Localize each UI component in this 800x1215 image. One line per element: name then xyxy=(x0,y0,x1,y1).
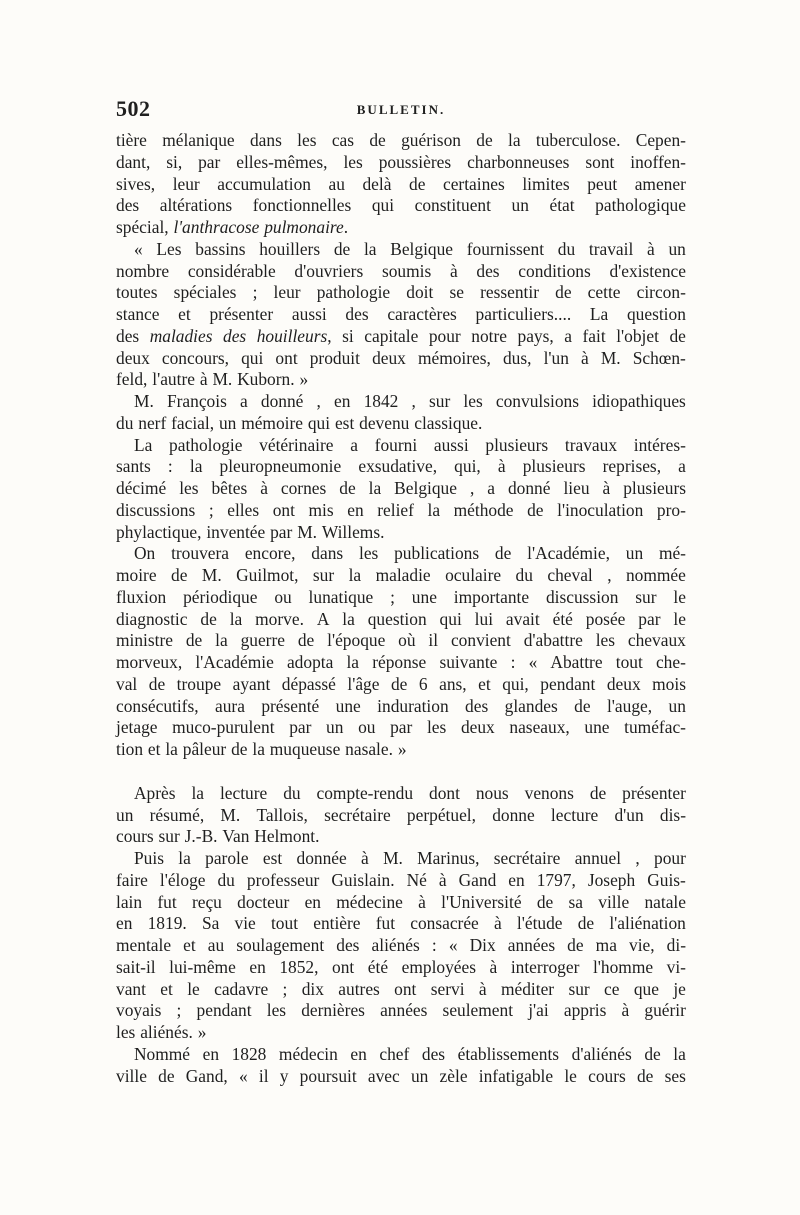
text-line: sait-il lui-même en 1852, ont été employées à interroger l'homme vi- xyxy=(116,956,686,977)
text-line: des maladies des houilleurs, si capitale pour notre pays, a fait l'objet de xyxy=(116,325,686,346)
text-line: du nerf facial, un mémoire qui est devenu classique. xyxy=(116,412,483,433)
text-line: stance et présenter aussi des caractères particuliers.... La question xyxy=(116,304,686,324)
text-line: voyais ; pendant les dernières années seulement j'ai appris à guérir xyxy=(116,1000,686,1021)
text-line: tière mélanique dans les cas de guérison de la tuberculose. Cepen- xyxy=(116,130,686,150)
text-line: mentale et au soulagement des aliénés : « Dix années de ma vie, di- xyxy=(116,935,686,955)
text-line: feld, l'autre à M. Kuborn. » xyxy=(116,369,309,390)
text-body xyxy=(116,130,686,1087)
text-line: fluxion périodique ou lunatique ; une importante discussion sur le xyxy=(116,586,686,607)
text-line: Après la lecture du compte-rendu dont nous venons de présenter xyxy=(134,782,686,803)
text-line: nombre considérable d'ouvriers soumis à des conditions d'existence xyxy=(116,260,686,281)
text-line: un résumé, M. Tallois, secrétaire perpétuel, donne lecture d'un dis- xyxy=(116,804,686,825)
text-section-1 xyxy=(116,130,686,761)
section-gap xyxy=(116,761,686,783)
text-section-2 xyxy=(116,783,686,1088)
text-line: « Les bassins houillers de la Belgique fournissent du travail à un xyxy=(134,238,686,259)
page-header xyxy=(116,96,686,126)
text-line: sants : la pleuropneumonie exsudative, qui, à plusieurs reprises, a xyxy=(116,456,686,477)
text-line: toutes spéciales ; leur pathologie doit se ressentir de cette circon- xyxy=(116,282,686,303)
text-line: deux concours, qui ont produit deux mémoires, dus, l'un à M. Schœn- xyxy=(116,347,686,368)
text-line: décimé les bêtes à cornes de la Belgique , a donné lieu à plusieurs xyxy=(116,478,686,498)
text-line: dant, si, par elles-mêmes, les poussières charbonneuses sont inoffen- xyxy=(116,151,686,172)
text-line: lain fut reçu docteur en médecine à l'Université de sa ville natale xyxy=(116,891,686,912)
text-line: phylactique, inventée par M. Willems. xyxy=(116,521,385,542)
text-line: morveux, l'Académie adopta la réponse suivante : « Abattre tout che- xyxy=(116,652,686,672)
text-line: les aliénés. » xyxy=(116,1022,207,1042)
text-line: faire l'éloge du professeur Guislain. Né à Gand en 1797, Joseph Guis- xyxy=(116,869,686,890)
text-line: cours sur J.-B. Van Helmont. xyxy=(116,826,320,847)
text-line: M. François a donné , en 1842 , sur les convulsions idiopathiques xyxy=(134,391,686,411)
text-line: des altérations fonctionnelles qui constituent un état pathologique xyxy=(116,195,686,216)
running-head: BULLETIN. xyxy=(356,102,446,117)
text-line: On trouvera encore, dans les publications de l'Académie, un mé- xyxy=(134,543,686,564)
text-line: jetage muco-purulent par un ou par les deux naseaux, une tuméfac- xyxy=(116,717,686,738)
text-line: tion et la pâleur de la muqueuse nasale. » xyxy=(116,739,407,759)
text-line: La pathologie vétérinaire a fourni aussi plusieurs travaux intéres- xyxy=(134,434,686,455)
text-line: diagnostic de la morve. A la question qui lui avait été posée par le xyxy=(116,608,686,629)
text-line: ville de Gand, « il y poursuit avec un zèle infatigable le cours de ses xyxy=(116,1065,686,1086)
text-line: ministre de la guerre de l'époque où il convient d'abattre les chevaux xyxy=(116,630,686,651)
text-line: consécutifs, aura présenté une induration des glandes de l'auge, un xyxy=(116,695,686,716)
text-line: spécial, l'anthracose pulmonaire. xyxy=(116,217,349,237)
text-line: vant et le cadavre ; dix autres ont servi à méditer sur ce que je xyxy=(116,978,686,999)
text-line: Puis la parole est donnée à M. Marinus, secrétaire annuel , pour xyxy=(134,848,686,868)
text-line: Nommé en 1828 médecin en chef des établissements d'aliénés de la xyxy=(134,1043,686,1064)
text-line: sives, leur accumulation au delà de certaines limites peut amener xyxy=(116,173,686,194)
text-line: discussions ; elles ont mis en relief la méthode de l'inoculation pro- xyxy=(116,499,686,520)
text-line: moire de M. Guilmot, sur la maladie oculaire du cheval , nommée xyxy=(116,565,686,585)
text-line: val de troupe ayant dépassé l'âge de 6 ans, et qui, pendant deux mois xyxy=(116,673,686,694)
page-number: 502 xyxy=(116,96,151,121)
text-line: en 1819. Sa vie tout entière fut consacrée à l'étude de l'aliénation xyxy=(116,913,686,934)
